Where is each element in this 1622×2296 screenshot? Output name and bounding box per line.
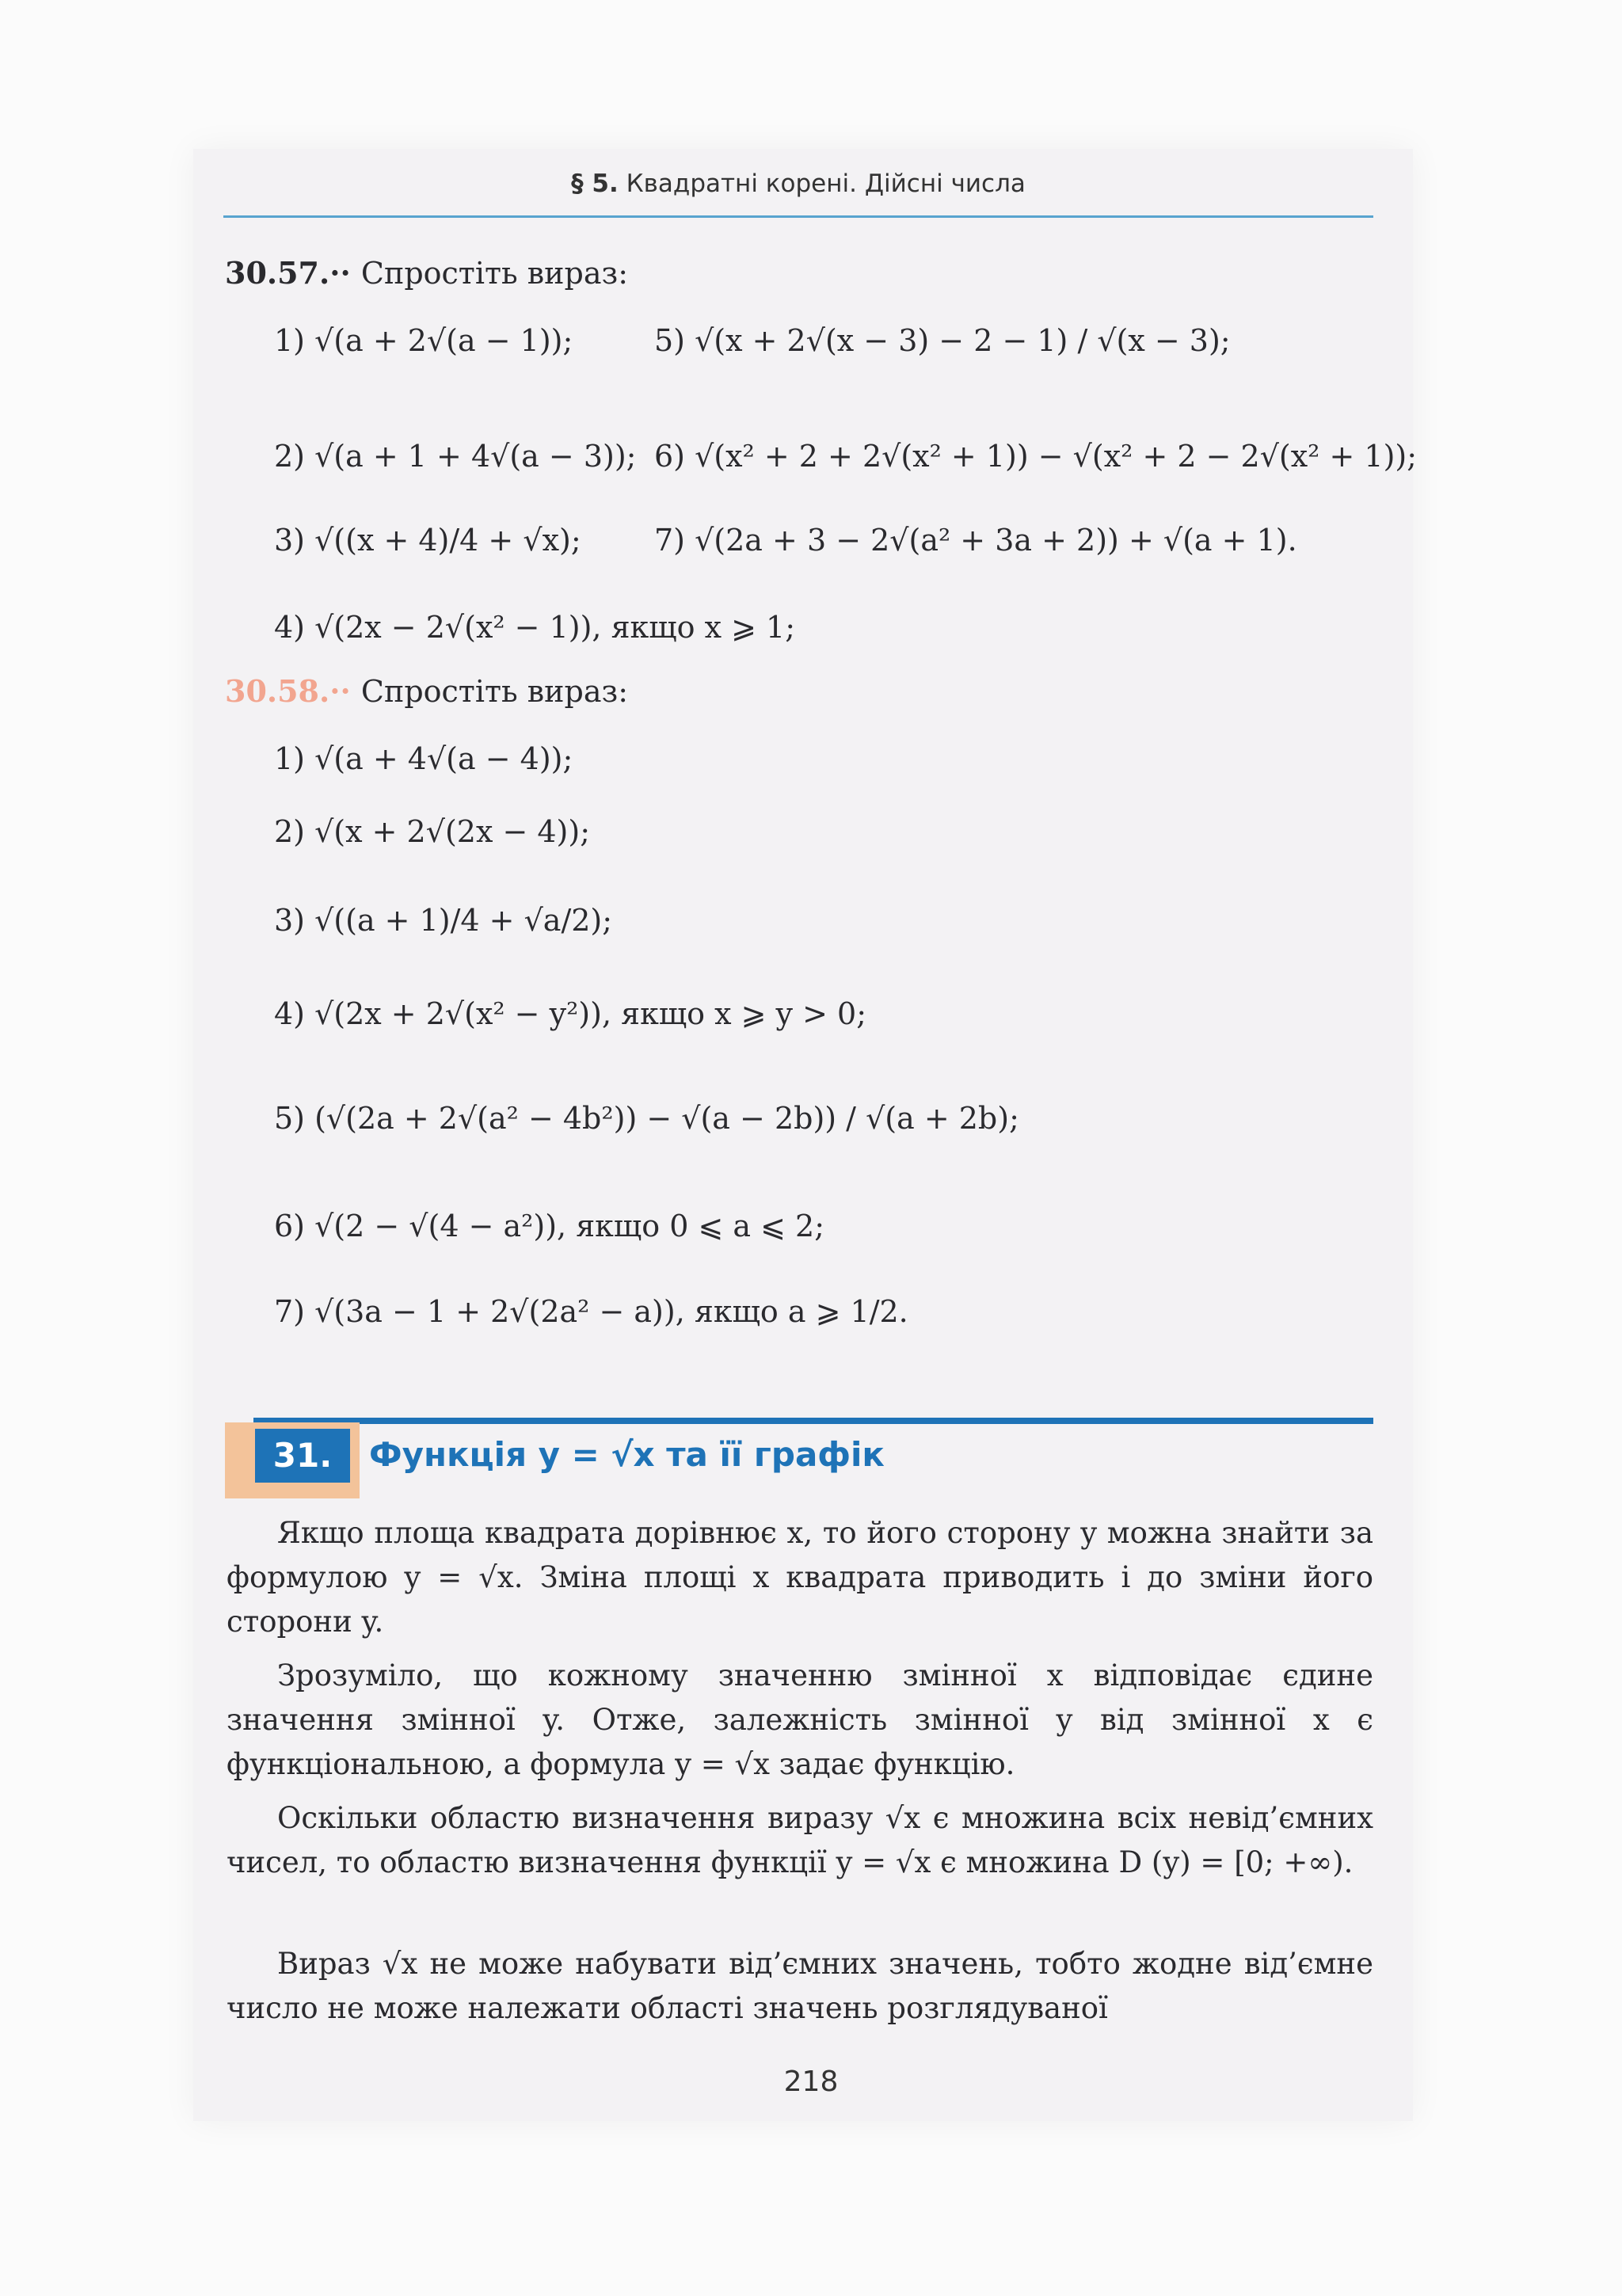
problem-30-57-item-7: 7) √(2a + 3 − 2√(a² + 3a + 2)) + √(a + 1). — [654, 523, 1297, 558]
problem-title: Спростіть вираз: — [360, 674, 629, 709]
problem-30-57-heading — [225, 255, 628, 291]
running-header — [222, 169, 1375, 217]
header-rule — [223, 215, 1373, 218]
problem-30-58-item-5: 5) (√(2a + 2√(a² − 4b²)) − √(a − 2b)) / √(a + 2b); — [274, 1101, 1019, 1136]
problem-30-58-item-4: 4) √(2x + 2√(x² − y²)), якщо x ⩾ y > 0; — [274, 996, 866, 1031]
section-rule — [253, 1418, 1373, 1424]
problem-number: 30.58.·· — [225, 673, 351, 709]
problem-number: 30.57.·· — [225, 255, 351, 291]
problem-30-58-item-7: 7) √(3a − 1 + 2√(2a² − a)), якщо a ⩾ 1/2. — [274, 1294, 908, 1329]
problem-30-58-item-6: 6) √(2 − √(4 − a²)), якщо 0 ⩽ a ⩽ 2; — [274, 1209, 825, 1243]
problem-30-58-item-3: 3) √((a + 1)/4 + √a/2); — [274, 903, 613, 938]
problem-30-57-item-5: 5) √(x + 2√(x − 3) − 2 − 1) / √(x − 3); — [654, 323, 1231, 358]
section-number: 31. — [255, 1429, 350, 1483]
problem-30-57-item-6: 6) √(x² + 2 + 2√(x² + 1)) − √(x² + 2 − 2√(x² + 1)); — [654, 439, 1418, 474]
problem-title: Спростіть вираз: — [360, 256, 629, 291]
problem-30-58-item-2: 2) √(x + 2√(2x − 4)); — [274, 814, 590, 849]
problem-30-57-item-3: 3) √((x + 4)/4 + √x); — [274, 523, 581, 558]
paragraph-text: Якщо площа квадрата дорівнює x, то його сторону y можна знайти за формулою y = √x. Зміна площі x квадрата приводить і до зміни його сторони y. — [227, 1516, 1373, 1639]
paragraph-3 — [227, 1796, 1373, 1885]
problem-30-57-item-4: 4) √(2x − 2√(x² − 1)), якщо x ⩾ 1; — [274, 610, 796, 645]
page-number: 218 — [783, 2066, 839, 2098]
paragraph-text: Вираз √x не може набувати від’ємних значень, тобто жодне від’ємне число не може належати області значень розглядуваної — [227, 1947, 1373, 2025]
problem-30-57-item-1: 1) √(a + 2√(a − 1)); — [274, 323, 573, 358]
problem-30-58-item-1: 1) √(a + 4√(a − 4)); — [274, 741, 573, 776]
problem-30-58-heading — [225, 673, 628, 709]
header-section-label: § 5. — [571, 169, 619, 198]
section-title: Функція y = √x та її графік — [369, 1435, 885, 1474]
paragraph-text: Зрозуміло, що кожному значенню змінної x відповідає єдине значення змінної y. Отже, залежність змінної y від змінної x є функціональною, а формула y = √x задає функцію. — [227, 1658, 1373, 1781]
problem-30-57-item-2: 2) √(a + 1 + 4√(a − 3)); — [274, 439, 637, 474]
paragraph-1 — [227, 1511, 1373, 1644]
paragraph-4 — [227, 1942, 1373, 2031]
paragraph-2 — [227, 1654, 1373, 1787]
paragraph-text: Оскільки областю визначення виразу √x є множина всіх невід’ємних чисел, то областю визначення функції y = √x є множина D (y) = [0; +∞). — [227, 1801, 1373, 1879]
header-section-title: Квадратні корені. Дійсні числа — [626, 169, 1026, 198]
